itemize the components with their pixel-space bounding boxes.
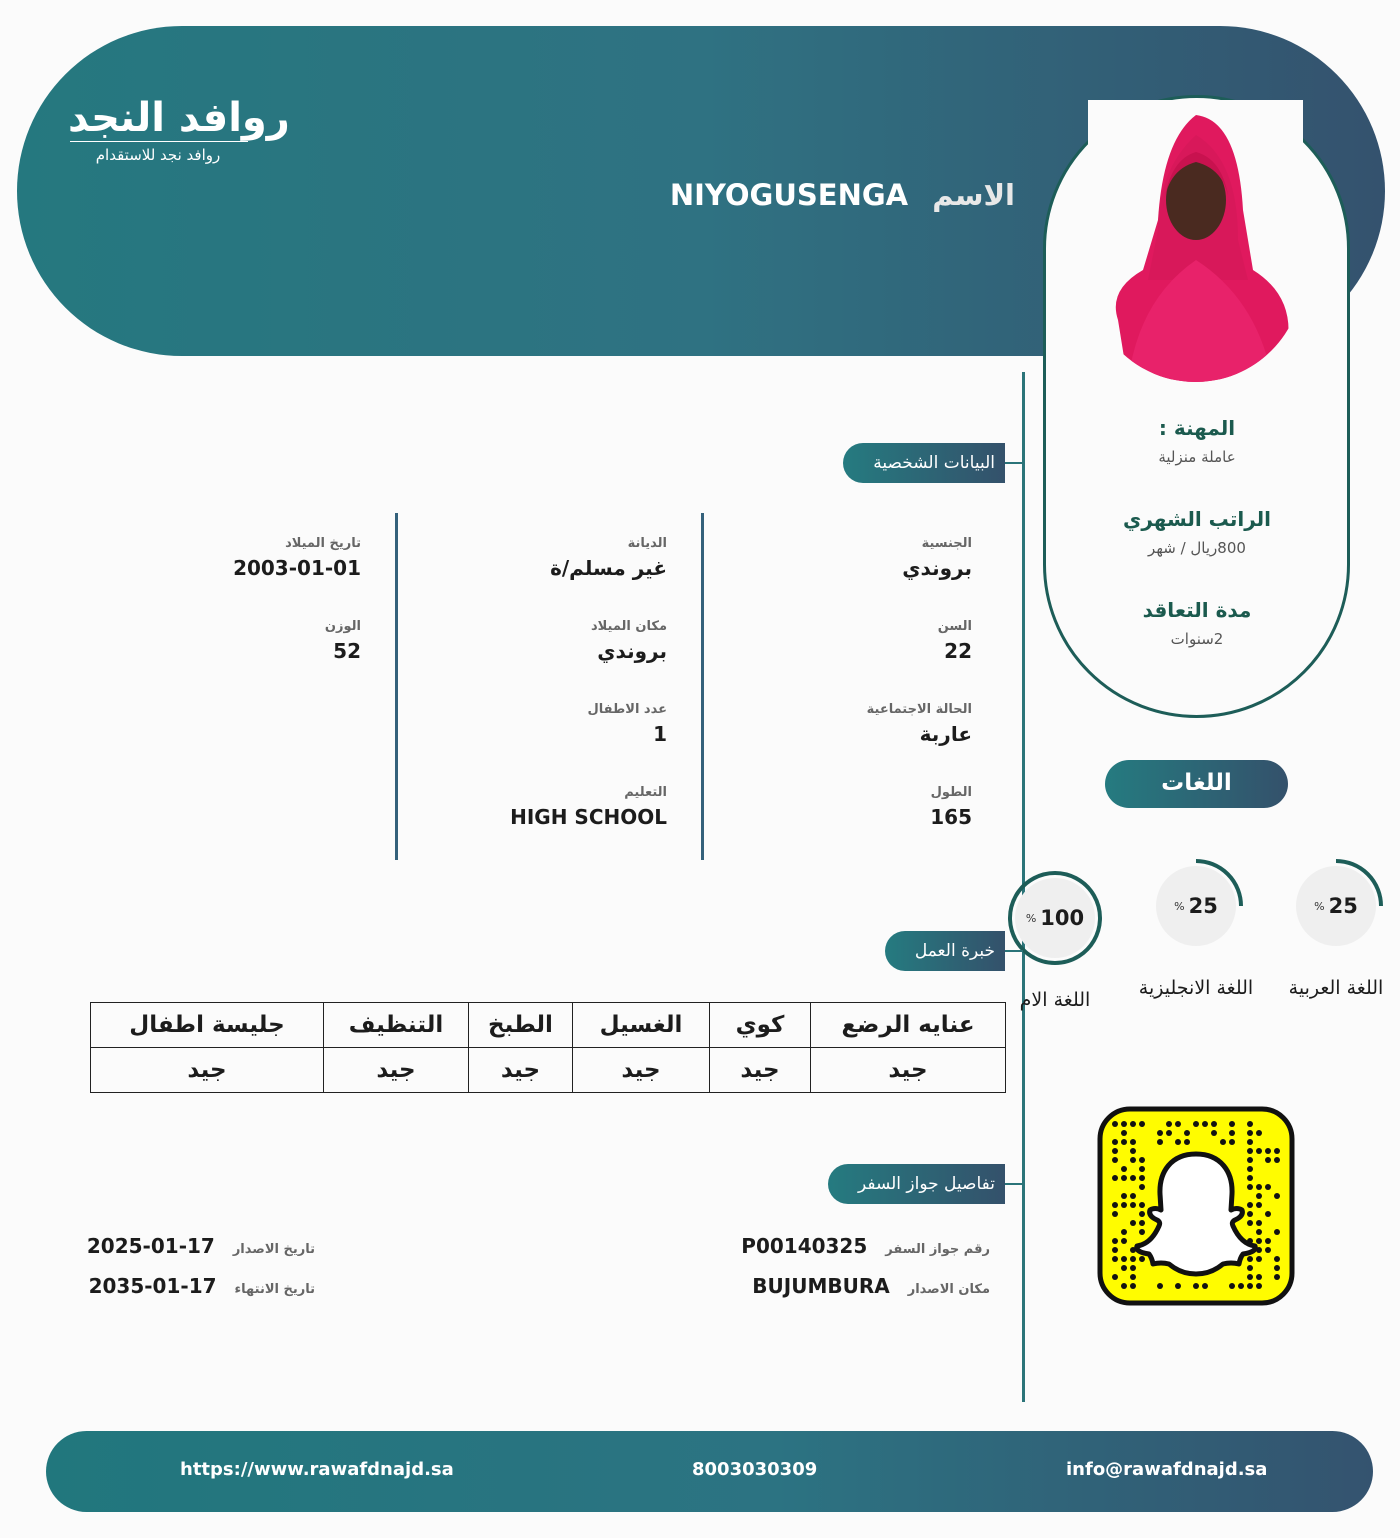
website-link[interactable]: https://www.rawafdnajd.sa xyxy=(180,1459,454,1480)
passport-number-row xyxy=(741,1234,990,1258)
skill-level: جيد xyxy=(324,1048,469,1093)
passport-place-value: BUJUMBURA xyxy=(752,1274,890,1298)
language-label: اللغة الام xyxy=(1019,989,1091,1011)
logo-divider xyxy=(70,141,248,142)
field-value: 22 xyxy=(944,639,972,663)
gauge-ring xyxy=(1288,858,1384,954)
company-logo xyxy=(68,95,290,175)
phone-number[interactable]: 8003030309 xyxy=(692,1459,818,1480)
skill-header: عنايه الرضع xyxy=(811,1003,1006,1048)
birthdate-field xyxy=(233,536,361,580)
marital-status-field xyxy=(867,702,972,746)
percent-sign: % xyxy=(1025,911,1037,925)
field-label: الحالة الاجتماعية xyxy=(866,702,972,717)
snapchat-ghost-icon xyxy=(1097,1106,1295,1306)
passport-issue-value: 2025-01-17 xyxy=(86,1234,215,1258)
section-connector xyxy=(1005,462,1023,464)
contract-value: 2سنوات xyxy=(1170,630,1224,648)
height-field xyxy=(930,785,972,829)
field-value: غير مسلم/ة xyxy=(550,556,667,580)
percent-value: 25 xyxy=(1188,894,1218,918)
name-value: NIYOGUSENGA xyxy=(669,178,909,212)
worker-photo xyxy=(1088,100,1303,382)
skill-header: الطبخ xyxy=(469,1003,573,1048)
field-label: عدد الاطفال xyxy=(587,702,667,717)
personal-section-title: البيانات الشخصية xyxy=(843,443,1005,483)
language-gauge-mother xyxy=(1015,878,1095,958)
logo-tagline: روافد نجد للاستقدام xyxy=(95,146,221,164)
field-value: بروندي xyxy=(902,556,972,580)
field-value: بروندي xyxy=(597,639,667,663)
nationality-field xyxy=(902,536,972,580)
contract-label: مدة التعاقد xyxy=(1142,598,1252,622)
experience-section-title: خبرة العمل xyxy=(885,931,1005,971)
age-field xyxy=(938,619,972,663)
percent-sign: % xyxy=(1314,899,1325,913)
field-value: 165 xyxy=(930,805,972,829)
field-value: 1 xyxy=(653,722,667,746)
field-label: تاريخ الميلاد xyxy=(285,536,361,551)
salary-label: الراتب الشهري xyxy=(1123,507,1271,531)
field-label: الطول xyxy=(930,785,972,800)
language-label: اللغة العربية xyxy=(1288,977,1384,999)
field-value: 2003-01-01 xyxy=(233,556,361,580)
name-label: الاسم xyxy=(932,178,1015,212)
section-connector xyxy=(1005,1183,1023,1185)
field-label: الجنسية xyxy=(921,536,972,551)
passport-place-row xyxy=(752,1274,990,1298)
passport-expiry-row xyxy=(89,1274,315,1298)
section-connector xyxy=(1005,950,1023,952)
field-label: الديانة xyxy=(627,536,667,551)
person-photo-icon xyxy=(1088,100,1303,382)
logo-wordmark: روافد النجد xyxy=(68,95,290,141)
passport-section-title: تفاصيل جواز السفر xyxy=(828,1164,1005,1204)
salary-block xyxy=(1047,507,1347,557)
skill-header: الغسيل xyxy=(573,1003,710,1048)
table-row xyxy=(91,1048,1006,1093)
religion-field xyxy=(550,536,667,580)
passport-number-label: رقم جواز السفر xyxy=(885,1242,990,1257)
skill-header: التنظيف xyxy=(324,1003,469,1048)
passport-expiry-value: 2035-01-17 xyxy=(88,1274,217,1298)
email-link[interactable]: info@rawafdnajd.sa xyxy=(1066,1459,1268,1480)
column-separator xyxy=(395,513,398,860)
table-row xyxy=(91,1003,1006,1048)
skill-header: كوي xyxy=(710,1003,811,1048)
weight-field xyxy=(325,619,361,663)
skill-level: جيد xyxy=(573,1048,710,1093)
field-value: عاربة xyxy=(919,722,972,746)
field-value: HIGH SCHOOL xyxy=(510,805,667,829)
profession-block xyxy=(1047,416,1347,466)
skill-level: جيد xyxy=(811,1048,1006,1093)
footer-bar xyxy=(46,1431,1373,1512)
education-field xyxy=(510,785,667,829)
languages-title: اللغات xyxy=(1105,760,1288,808)
field-value: 52 xyxy=(333,639,361,663)
passport-number-value: P00140325 xyxy=(741,1234,868,1258)
percent-sign: % xyxy=(1174,899,1185,913)
skill-level: جيد xyxy=(91,1048,324,1093)
gauge-ring xyxy=(1148,858,1244,954)
passport-expiry-label: تاريخ الانتهاء xyxy=(234,1282,315,1297)
children-field xyxy=(588,702,668,746)
percent-value: 25 xyxy=(1328,894,1358,918)
worker-name xyxy=(670,178,1015,212)
language-gauge-english xyxy=(1156,866,1236,946)
column-separator xyxy=(701,513,704,860)
passport-issue-label: تاريخ الاصدار xyxy=(232,1242,315,1257)
skill-level: جيد xyxy=(710,1048,811,1093)
percent-value: 100 xyxy=(1040,906,1085,930)
contract-block xyxy=(1047,598,1347,648)
birthplace-field xyxy=(591,619,667,663)
snapcode[interactable] xyxy=(1097,1106,1295,1306)
field-label: التعليم xyxy=(624,785,667,800)
skill-level: جيد xyxy=(469,1048,573,1093)
skills-table xyxy=(90,1002,1006,1093)
field-label: السن xyxy=(937,619,972,634)
profession-value: عاملة منزلية xyxy=(1158,448,1236,466)
field-label: الوزن xyxy=(324,619,361,634)
field-label: مكان الميلاد xyxy=(590,619,667,634)
salary-value: 800ريال / شهر xyxy=(1148,539,1246,557)
profession-label: المهنة : xyxy=(1158,416,1236,440)
language-gauge-arabic xyxy=(1296,866,1376,946)
passport-place-label: مكان الاصدار xyxy=(907,1282,990,1297)
language-label: اللغة الانجليزية xyxy=(1138,977,1254,999)
passport-issue-row xyxy=(87,1234,315,1258)
skill-header: جليسة اطفال xyxy=(91,1003,324,1048)
